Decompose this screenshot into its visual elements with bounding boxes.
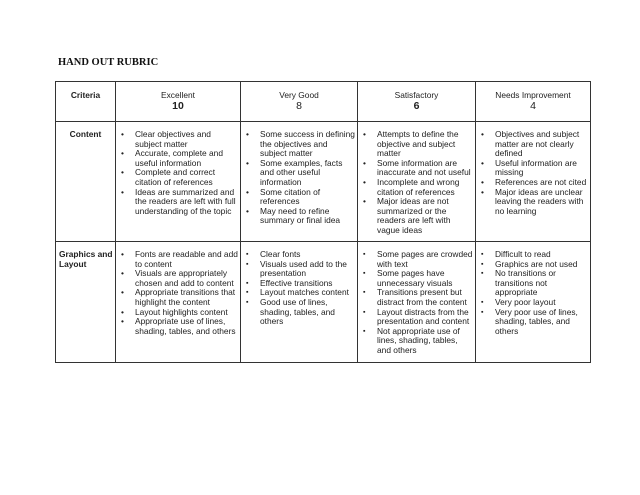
bullet-item: • Some success in defining the objectives and subject matter: [260, 130, 355, 159]
bullet-item: ▪ Good use of lines, shading, tables, and others: [260, 298, 355, 327]
bullet-item: • Appropriate use of lines, shading, tables, and others: [135, 317, 238, 336]
bullet-item: ▪ Clear fonts: [260, 250, 355, 260]
descriptor-cell: [476, 122, 591, 242]
bullet-item: • Clear objectives and subject matter: [135, 130, 238, 149]
bullet-item: • Useful information are missing: [495, 159, 588, 178]
descriptor-cell: [241, 122, 358, 242]
bullet-item: ▪ Some pages are crowded with text: [377, 250, 473, 269]
level-label: Needs Improvement: [495, 90, 571, 100]
bullet-list: [358, 250, 475, 356]
descriptor-cell: [358, 242, 476, 363]
rubric-table: [55, 81, 591, 363]
bullet-item: • Incomplete and wrong citation of references: [377, 178, 473, 197]
bullet-list: [241, 130, 357, 226]
bullet-item: • Major ideas are not summarized or the readers are left with vague ideas: [377, 197, 473, 235]
bullet-item: ▪ Effective transitions: [260, 279, 355, 289]
level-header-needs-improvement: [476, 82, 591, 122]
bullet-item: • Fonts are readable and add to content: [135, 250, 238, 269]
bullet-list: [476, 250, 590, 336]
bullet-item: • Major ideas are unclear leaving the readers with no learning: [495, 188, 588, 217]
bullet-item: • Complete and correct citation of references: [135, 168, 238, 187]
level-label: Very Good: [279, 90, 319, 100]
level-header-excellent: [116, 82, 241, 122]
bullet-list: [358, 130, 475, 236]
level-points: 8: [296, 99, 302, 112]
descriptor-cell: [116, 122, 241, 242]
table-row: [56, 122, 591, 242]
bullet-list: [116, 130, 240, 216]
bullet-item: • Accurate, complete and useful information: [135, 149, 238, 168]
criteria-header: [56, 82, 116, 122]
bullet-item: • May need to refine summary or final idea: [260, 207, 355, 226]
descriptor-cell: [358, 122, 476, 242]
descriptor-cell: [476, 242, 591, 363]
criterion-cell: Graphics and Layout: [56, 242, 116, 363]
bullet-item: ▪ Very poor layout: [495, 298, 588, 308]
bullet-item: • Some citation of references: [260, 188, 355, 207]
bullet-item: • Appropriate transitions that highlight the content: [135, 288, 238, 307]
bullet-item: ▪ Not appropriate use of lines, shading, tables, and others: [377, 327, 473, 356]
level-points: 6: [413, 99, 420, 112]
bullet-item: ▪ No transitions or transitions not appropriate: [495, 269, 588, 298]
bullet-item: • Layout highlights content: [135, 308, 238, 318]
bullet-list: [116, 250, 240, 336]
bullet-list: [241, 250, 357, 327]
bullet-item: • Objectives and subject matter are not clearly defined: [495, 130, 588, 159]
level-label: Excellent: [161, 90, 195, 100]
level-header-satisfactory: [358, 82, 476, 122]
bullet-item: ▪ Some pages have unnecessary visuals: [377, 269, 473, 288]
level-points: 10: [172, 99, 184, 112]
bullet-item: • Attempts to define the objective and subject matter: [377, 130, 473, 159]
bullet-item: ▪ Layout matches content: [260, 288, 355, 298]
level-header-very-good: [241, 82, 358, 122]
bullet-item: • Some examples, facts and other useful information: [260, 159, 355, 188]
bullet-item: • Visuals are appropriately chosen and add to content: [135, 269, 238, 288]
descriptor-cell: [116, 242, 241, 363]
level-points: 4: [530, 99, 536, 112]
criteria-label: Criteria: [70, 90, 101, 100]
descriptor-cell: [241, 242, 358, 363]
page-title: HAND OUT RUBRIC: [58, 57, 159, 68]
bullet-list: [476, 130, 590, 216]
bullet-item: ▪ Layout distracts from the presentation and content: [377, 308, 473, 327]
bullet-item: • References are not cited: [495, 178, 588, 188]
table-row: [56, 242, 591, 363]
bullet-item: ▪ Graphics are not used: [495, 260, 588, 270]
criterion-cell: Content: [56, 122, 116, 242]
bullet-item: • Some information are inaccurate and not useful: [377, 159, 473, 178]
header-row: [56, 82, 591, 122]
bullet-item: ▪ Difficult to read: [495, 250, 588, 260]
bullet-item: • Ideas are summarized and the readers are left with full understanding of the topic: [135, 188, 238, 217]
bullet-item: ▪ Transitions present but distract from the content: [377, 288, 473, 307]
bullet-item: ▪ Very poor use of lines, shading, tables, and others: [495, 308, 588, 337]
level-label: Satisfactory: [394, 90, 439, 100]
bullet-item: ▪ Visuals used add to the presentation: [260, 260, 355, 279]
